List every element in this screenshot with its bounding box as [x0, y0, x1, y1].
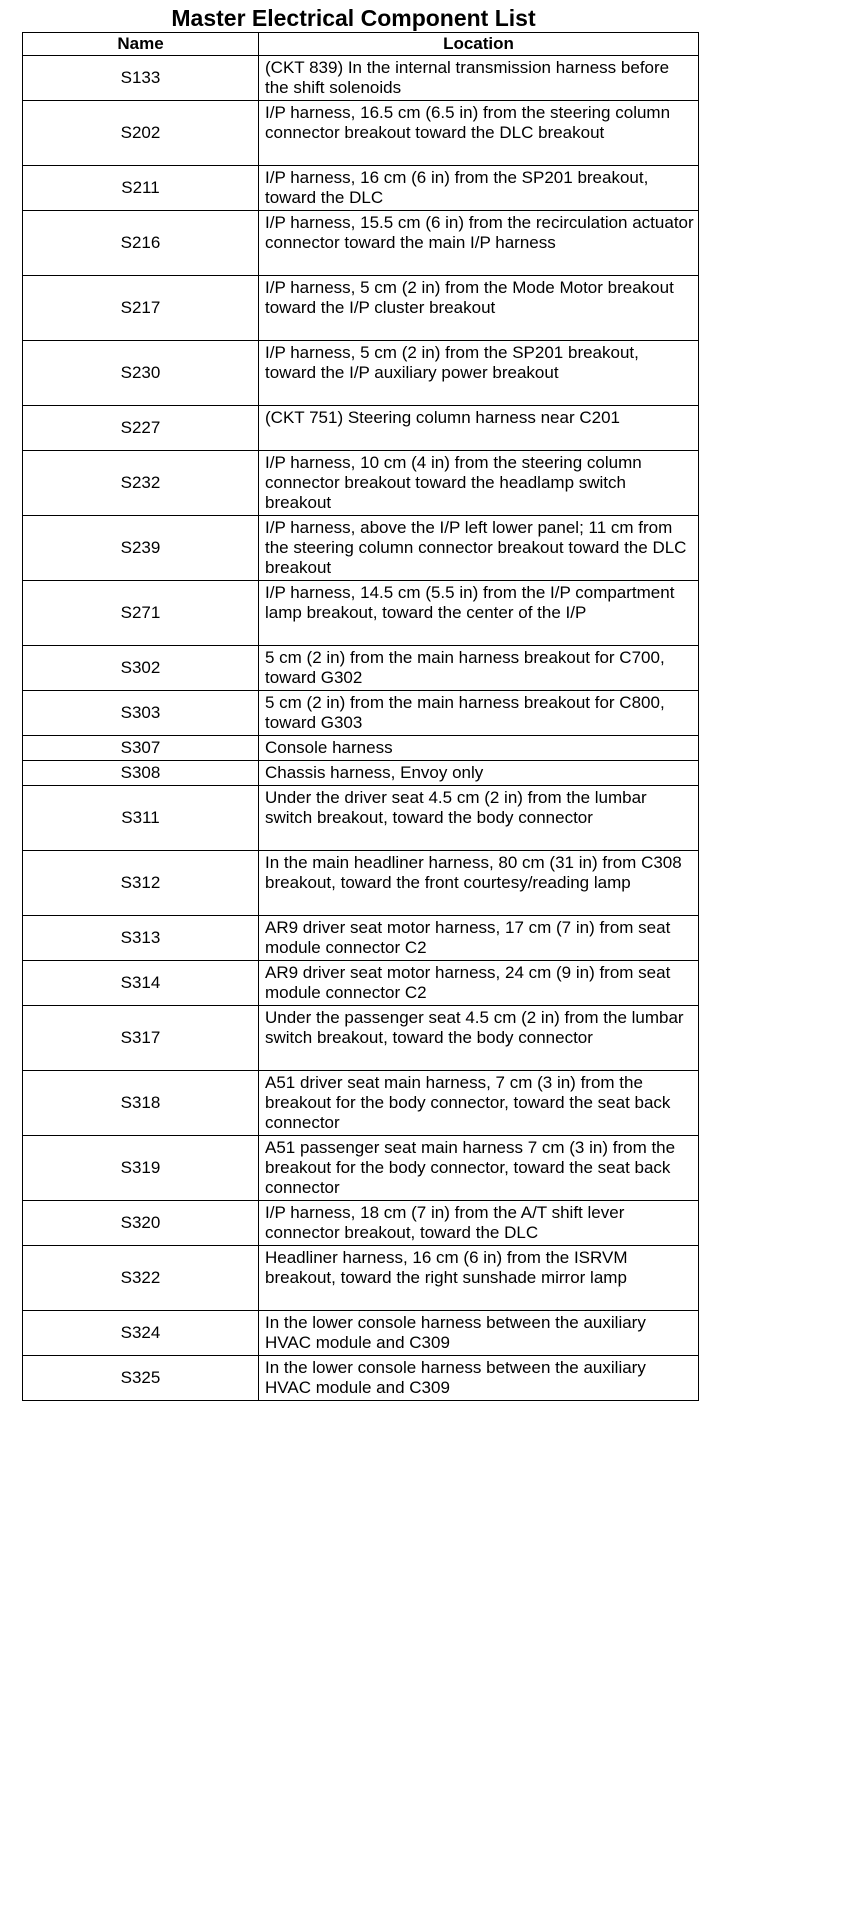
component-name: S239 — [23, 516, 259, 581]
table-header-row — [23, 33, 699, 56]
table-row — [23, 166, 699, 211]
component-location: I/P harness, 16.5 cm (6.5 in) from the steering column connector breakout toward the DLC breakout — [259, 101, 699, 166]
page-title: Master Electrical Component List — [171, 5, 536, 31]
table-row — [23, 1136, 699, 1201]
table-row — [23, 581, 699, 646]
component-location: I/P harness, 5 cm (2 in) from the SP201 breakout, toward the I/P auxiliary power breakout — [259, 341, 699, 406]
component-name: S232 — [23, 451, 259, 516]
component-location: I/P harness, 18 cm (7 in) from the A/T shift lever connector breakout, toward the DLC — [259, 1201, 699, 1246]
table-row — [23, 1201, 699, 1246]
component-location: I/P harness, 15.5 cm (6 in) from the recirculation actuator connector toward the main I/P harness — [259, 211, 699, 276]
component-location: (CKT 839) In the internal transmission harness before the shift solenoids — [259, 56, 699, 101]
component-name: S317 — [23, 1006, 259, 1071]
table-row — [23, 851, 699, 916]
component-name: S312 — [23, 851, 259, 916]
component-location: I/P harness, 14.5 cm (5.5 in) from the I/P compartment lamp breakout, toward the center of the I/P — [259, 581, 699, 646]
table-row — [23, 341, 699, 406]
table-row — [23, 1071, 699, 1136]
component-name: S320 — [23, 1201, 259, 1246]
component-location: Under the passenger seat 4.5 cm (2 in) from the lumbar switch breakout, toward the body connector — [259, 1006, 699, 1071]
component-name: S322 — [23, 1246, 259, 1311]
table-row — [23, 1246, 699, 1311]
component-table — [22, 32, 699, 1401]
component-name: S325 — [23, 1356, 259, 1401]
component-location: In the main headliner harness, 80 cm (31 in) from C308 breakout, toward the front courtesy/reading lamp — [259, 851, 699, 916]
component-name: S133 — [23, 56, 259, 101]
table-row — [23, 211, 699, 276]
component-location: Chassis harness, Envoy only — [259, 761, 699, 786]
component-name: S216 — [23, 211, 259, 276]
component-name: S307 — [23, 736, 259, 761]
column-header-location: Location — [259, 33, 699, 56]
table-row — [23, 56, 699, 101]
component-name: S302 — [23, 646, 259, 691]
table-row — [23, 961, 699, 1006]
component-location: Console harness — [259, 736, 699, 761]
component-name: S217 — [23, 276, 259, 341]
table-row — [23, 736, 699, 761]
table-row — [23, 1006, 699, 1071]
table-body — [23, 56, 699, 1401]
component-location: I/P harness, above the I/P left lower panel; 11 cm from the steering column connector breakout toward the DLC breakout — [259, 516, 699, 581]
component-name: S314 — [23, 961, 259, 1006]
component-location: 5 cm (2 in) from the main harness breakout for C800, toward G303 — [259, 691, 699, 736]
component-name: S230 — [23, 341, 259, 406]
table-row — [23, 406, 699, 451]
component-name: S318 — [23, 1071, 259, 1136]
component-location: (CKT 751) Steering column harness near C201 — [259, 406, 699, 451]
component-location: In the lower console harness between the auxiliary HVAC module and C309 — [259, 1311, 699, 1356]
component-location: A51 driver seat main harness, 7 cm (3 in) from the breakout for the body connector, toward the seat back connector — [259, 1071, 699, 1136]
table-row — [23, 916, 699, 961]
table-row — [23, 276, 699, 341]
table-row — [23, 1356, 699, 1401]
component-name: S319 — [23, 1136, 259, 1201]
component-name: S308 — [23, 761, 259, 786]
component-location: In the lower console harness between the auxiliary HVAC module and C309 — [259, 1356, 699, 1401]
component-location: Headliner harness, 16 cm (6 in) from the ISRVM breakout, toward the right sunshade mirror lamp — [259, 1246, 699, 1311]
component-name: S303 — [23, 691, 259, 736]
component-name: S271 — [23, 581, 259, 646]
table-row — [23, 101, 699, 166]
table-row — [23, 761, 699, 786]
component-location: 5 cm (2 in) from the main harness breakout for C700, toward G302 — [259, 646, 699, 691]
component-name: S311 — [23, 786, 259, 851]
component-location: I/P harness, 5 cm (2 in) from the Mode Motor breakout toward the I/P cluster breakout — [259, 276, 699, 341]
component-location: AR9 driver seat motor harness, 24 cm (9 in) from seat module connector C2 — [259, 961, 699, 1006]
table-row — [23, 691, 699, 736]
table-row — [23, 1311, 699, 1356]
component-location: AR9 driver seat motor harness, 17 cm (7 in) from seat module connector C2 — [259, 916, 699, 961]
component-location: Under the driver seat 4.5 cm (2 in) from the lumbar switch breakout, toward the body connector — [259, 786, 699, 851]
table-row — [23, 786, 699, 851]
table-row — [23, 516, 699, 581]
component-location: I/P harness, 16 cm (6 in) from the SP201 breakout, toward the DLC — [259, 166, 699, 211]
component-name: S313 — [23, 916, 259, 961]
component-name: S227 — [23, 406, 259, 451]
component-name: S202 — [23, 101, 259, 166]
component-location: I/P harness, 10 cm (4 in) from the steering column connector breakout toward the headlamp switch breakout — [259, 451, 699, 516]
table-row — [23, 646, 699, 691]
table-row — [23, 451, 699, 516]
component-location: A51 passenger seat main harness 7 cm (3 in) from the breakout for the body connector, toward the seat back connector — [259, 1136, 699, 1201]
component-name: S211 — [23, 166, 259, 211]
column-header-name: Name — [23, 33, 259, 56]
component-name: S324 — [23, 1311, 259, 1356]
